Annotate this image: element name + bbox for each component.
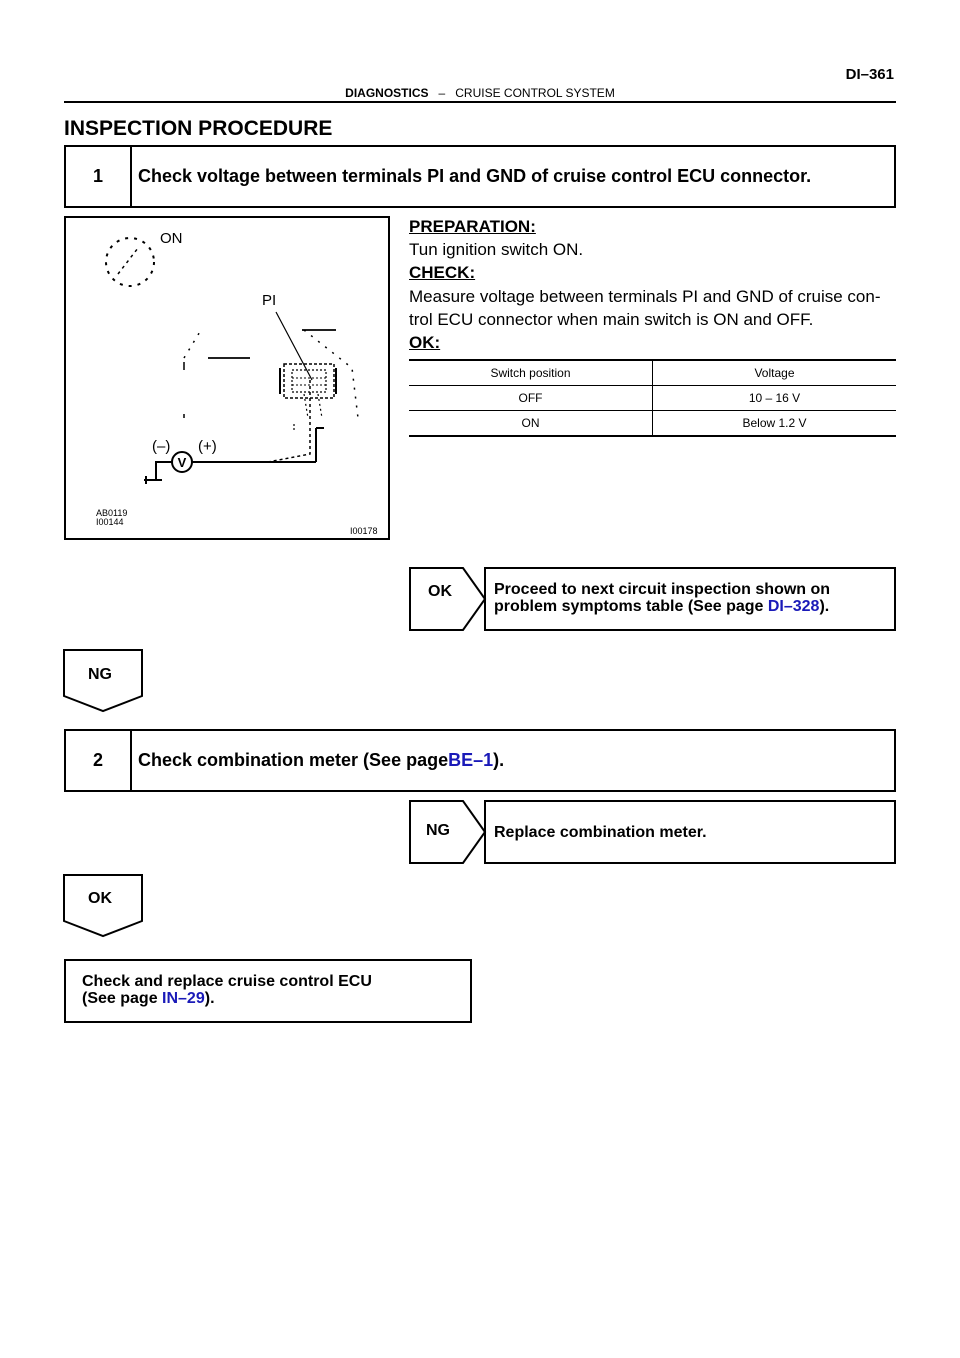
ng-arrow-label: NG <box>426 822 450 839</box>
ok-arrow-label: OK <box>428 583 452 600</box>
result-2-box <box>484 800 896 864</box>
result-1-line-2-suffix: ). <box>819 598 830 615</box>
connector-illustration <box>66 218 388 538</box>
check-line-1: Measure voltage between terminals PI and GND of cruise con- <box>409 287 881 306</box>
final-line-1: Check and replace cruise control ECU <box>82 973 372 990</box>
page-link-be-1[interactable]: BE–1 <box>448 750 494 770</box>
ng-down-arrow-label: NG <box>88 666 112 683</box>
header-separator: – <box>438 86 446 100</box>
table-cell: 10 – 16 V <box>653 386 897 411</box>
figure-label-pi: PI <box>262 292 277 309</box>
table-header-cell: Voltage <box>653 360 897 386</box>
table-cell: Below 1.2 V <box>653 411 897 437</box>
final-action-text <box>82 973 372 1007</box>
step-1-box <box>64 145 896 208</box>
figure-code-2: I00144 <box>96 517 124 527</box>
result-1-text <box>494 581 888 615</box>
ok-title: OK: <box>409 333 441 352</box>
figure-label-neg: (–) <box>152 438 171 455</box>
result-1-box <box>484 567 896 631</box>
step-2-box <box>64 729 896 792</box>
check-line-2: trol ECU connector when main switch is ON and OFF. <box>409 310 814 329</box>
table-row <box>409 386 896 411</box>
figure-code-3: I00178 <box>350 526 378 536</box>
step-2-number: 2 <box>66 731 132 790</box>
step-2-text-suffix: ). <box>493 750 505 770</box>
page-title: INSPECTION PROCEDURE <box>64 117 333 140</box>
wiring-figure <box>64 216 390 540</box>
step-1-number: 1 <box>66 147 132 206</box>
figure-label-on: ON <box>160 230 183 247</box>
final-action-box <box>64 959 472 1023</box>
result-2-text: Replace combination meter. <box>494 824 707 841</box>
page-number: DI–361 <box>845 66 894 83</box>
step-2-text <box>138 731 888 790</box>
preparation-text: Tun ignition switch ON. <box>409 240 584 259</box>
page-link-di-328[interactable]: DI–328 <box>767 598 820 615</box>
final-line-2-prefix: (See page <box>82 990 163 1007</box>
final-line-2-suffix: ). <box>204 990 215 1007</box>
figure-code-1: AB0119 <box>96 508 128 518</box>
table-row <box>409 411 896 437</box>
header-rule <box>64 101 896 103</box>
header-section: DIAGNOSTICS <box>345 86 429 100</box>
result-1-line-1: Proceed to next circuit inspection shown on <box>494 581 831 598</box>
result-1-line-2 <box>494 598 888 615</box>
final-line-2 <box>82 990 372 1007</box>
figure-label-pos: (+) <box>198 438 217 455</box>
ok-down-arrow-label: OK <box>88 890 112 907</box>
page-link-in-29[interactable]: IN–29 <box>162 990 205 1007</box>
step-1-text: Check voltage between terminals PI and GND of cruise control ECU connector. <box>138 166 812 186</box>
ok-table <box>409 359 896 437</box>
preparation-title: PREPARATION: <box>409 217 536 236</box>
result-1-line-2-prefix: problem symptoms table (See page <box>494 598 768 615</box>
header-subsection: CRUISE CONTROL SYSTEM <box>455 86 615 100</box>
table-cell: ON <box>409 411 653 437</box>
step-2-text-prefix: Check combination meter (See page <box>138 750 449 770</box>
table-header-row <box>409 360 896 386</box>
running-header <box>0 86 960 100</box>
check-title: CHECK: <box>409 263 476 282</box>
table-cell: OFF <box>409 386 653 411</box>
table-header-cell: Switch position <box>409 360 653 386</box>
voltmeter-symbol: V <box>177 455 187 470</box>
